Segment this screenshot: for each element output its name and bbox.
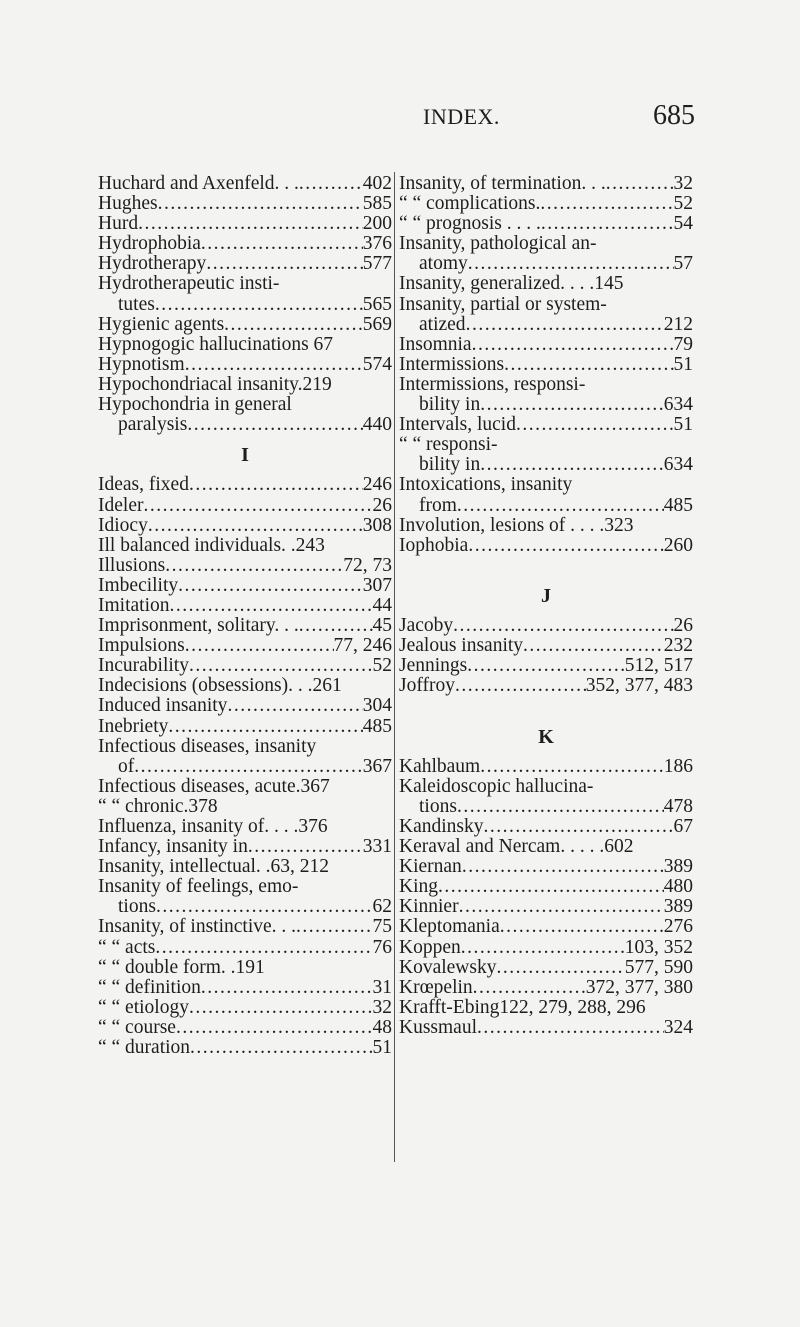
entry-term: Hurd <box>98 214 139 235</box>
entry-term: Intermissions <box>399 354 505 375</box>
index-entry <box>399 174 693 194</box>
index-entry <box>98 938 392 958</box>
entry-pages: 51 <box>673 354 693 375</box>
entry-pages: 79 <box>673 334 693 355</box>
entry-pages: 577 <box>362 254 392 275</box>
index-entry <box>399 496 693 516</box>
entry-pages: 51 <box>372 1038 392 1059</box>
dot-leader <box>299 174 363 194</box>
index-entry <box>98 395 392 415</box>
index-entry <box>98 415 392 435</box>
dot-leader <box>472 335 674 355</box>
index-entry <box>98 375 392 395</box>
entry-term: Hughes <box>98 194 158 215</box>
entry-pages: 52 <box>372 656 392 677</box>
entry-term: Kandinsky <box>399 817 484 837</box>
entry-term: “ “ etiology <box>98 997 189 1018</box>
index-entry <box>98 917 392 937</box>
entry-term: Ill balanced individuals. .243 <box>98 534 325 556</box>
index-entry <box>399 335 693 355</box>
index-entry <box>399 274 693 294</box>
index-entry <box>98 315 392 335</box>
dot-leader <box>540 194 673 214</box>
dot-leader <box>457 797 664 817</box>
entry-term: “ “ definition <box>98 977 201 998</box>
entry-term: Imprisonment, solitary. . . <box>98 616 299 637</box>
index-entry <box>98 234 392 254</box>
index-entry <box>98 516 392 536</box>
k-entries <box>399 757 693 1038</box>
dot-leader <box>189 656 373 676</box>
entry-term: Intermissions, responsi- <box>399 373 586 395</box>
entry-term: Insanity, generalized. . . .145 <box>399 273 624 295</box>
entry-term: Hypnogogic hallucinations 67 <box>98 333 334 355</box>
entry-pages: 304 <box>362 696 392 717</box>
dot-leader <box>299 616 373 636</box>
index-entry <box>399 676 693 696</box>
entry-pages: 308 <box>362 515 392 536</box>
entry-pages: 54 <box>673 214 693 235</box>
dot-leader <box>206 254 362 274</box>
entry-term: “ “ double form. .191 <box>98 956 265 978</box>
index-entry <box>98 958 392 978</box>
index-entry <box>98 817 392 837</box>
entry-term: atomy <box>419 254 468 275</box>
index-entry <box>98 254 392 274</box>
entry-term: paralysis <box>118 415 188 436</box>
entry-term: Influenza, insanity of. . . .376 <box>98 816 328 837</box>
entry-term: Joffroy <box>399 676 455 697</box>
index-entry <box>399 897 693 917</box>
entry-pages: 440 <box>362 415 392 436</box>
entry-pages: 26 <box>673 616 693 637</box>
entry-term: Krœpelin <box>399 977 473 998</box>
entry-term: Kleptomania <box>399 917 500 938</box>
index-entry <box>98 676 392 696</box>
index-entry <box>399 877 693 897</box>
entry-term: atized <box>419 314 466 335</box>
entry-term: Infectious diseases, insanity <box>98 735 317 757</box>
dot-leader <box>187 415 362 435</box>
entry-term: tutes <box>118 294 155 315</box>
entry-term: of <box>118 756 135 777</box>
entry-term: Infancy, insanity in <box>98 837 248 858</box>
index-entry <box>399 978 693 998</box>
index-entry <box>98 274 392 294</box>
entry-term: Kovalewsky <box>399 957 497 978</box>
entry-term: Kinnier <box>399 897 459 918</box>
entry-term: Insanity, partial or system- <box>399 293 607 315</box>
entry-term: Kiernan <box>399 857 462 878</box>
entry-pages: 232 <box>663 636 693 657</box>
dot-leader <box>155 938 372 958</box>
index-entry <box>98 295 392 315</box>
entry-pages: 352, 377, 483 <box>585 676 693 697</box>
entry-pages: 32 <box>372 997 392 1018</box>
index-entry <box>98 596 392 616</box>
dot-leader <box>462 857 664 877</box>
entry-term: Intoxications, insanity <box>399 474 573 496</box>
index-entry <box>399 395 693 415</box>
index-entry <box>98 214 392 234</box>
dot-leader <box>201 234 363 254</box>
entry-term: Idiocy <box>98 515 148 536</box>
index-entry <box>98 737 392 757</box>
index-entry <box>98 536 392 556</box>
entry-term: Intervals, lucid <box>399 415 516 436</box>
entry-term: tions <box>118 897 156 918</box>
dot-leader <box>477 1018 664 1038</box>
entry-pages: 32 <box>673 174 693 194</box>
index-entry <box>399 455 693 475</box>
entry-pages: 585 <box>362 194 392 215</box>
dot-leader <box>606 174 674 194</box>
entry-term: Involution, lesions of . . . .323 <box>399 514 634 536</box>
entry-pages: 485 <box>663 495 693 516</box>
index-entry <box>98 496 392 516</box>
dot-leader <box>158 194 363 214</box>
index-entry <box>98 335 392 355</box>
dot-leader <box>468 536 663 556</box>
entry-pages: 276 <box>663 917 693 938</box>
entry-pages: 565 <box>362 294 392 315</box>
entry-term: tions <box>419 796 457 817</box>
index-entry <box>98 1038 392 1058</box>
index-entry <box>98 978 392 998</box>
index-entry <box>399 516 693 536</box>
index-entry <box>399 777 693 797</box>
section-letter-i: I <box>241 444 249 467</box>
entry-pages: 478 <box>663 796 693 817</box>
dot-leader <box>453 616 673 636</box>
entry-term: Hygienic agents <box>98 314 225 335</box>
entry-term: Insanity, pathological an- <box>399 233 597 255</box>
index-entry <box>98 998 392 1018</box>
entry-pages: 72, 73 <box>343 555 392 576</box>
index-entry <box>399 315 693 335</box>
index-entry <box>399 435 693 455</box>
dot-leader <box>155 295 363 315</box>
entry-term: Insanity, of instinctive. . . <box>98 917 297 938</box>
index-entry <box>399 415 693 435</box>
dot-leader <box>138 214 363 234</box>
entry-pages: 67 <box>673 817 693 837</box>
entry-term: Induced insanity <box>98 696 228 717</box>
h-entries <box>98 174 392 435</box>
dot-leader <box>480 757 664 777</box>
entry-term: Kaleidoscopic hallucina- <box>399 775 594 797</box>
entry-term: Insomnia <box>399 334 472 355</box>
entry-term: Insanity, intellectual. .63, 212 <box>98 856 330 878</box>
dot-leader <box>459 897 664 917</box>
entry-term: Hydrophobia <box>98 234 201 255</box>
entry-term: Keraval and Nercam. . . . .602 <box>399 836 634 858</box>
dot-leader <box>189 475 363 495</box>
entry-pages: 26 <box>372 495 392 516</box>
entry-term: Jealous insanity <box>399 636 524 657</box>
index-entry <box>399 194 693 214</box>
entry-term: “ “ chronic.378 <box>98 795 218 817</box>
entry-term: King <box>399 877 438 898</box>
entry-term: Krafft-Ebing122, 279, 288, 296 <box>399 996 646 1018</box>
entry-pages: 186 <box>663 756 693 777</box>
i-entries-continued <box>399 174 693 556</box>
index-entry <box>98 757 392 777</box>
entry-pages: 62 <box>372 897 392 918</box>
index-entry <box>399 214 693 234</box>
index-entry <box>98 576 392 596</box>
index-entry <box>399 475 693 495</box>
entry-term: “ “ acts <box>98 937 156 958</box>
entry-term: Jacoby <box>399 616 454 637</box>
dot-leader <box>143 496 372 516</box>
entry-term: Kahlbaum <box>399 756 481 777</box>
dot-leader <box>480 395 664 415</box>
entry-pages: 512, 517 <box>624 656 693 677</box>
entry-pages: 307 <box>362 575 392 596</box>
entry-pages: 574 <box>362 354 392 375</box>
index-entry <box>98 897 392 917</box>
dot-leader <box>224 315 363 335</box>
index-entry <box>399 917 693 937</box>
entry-pages: 48 <box>372 1017 392 1038</box>
entry-term: “ “ responsi- <box>399 434 498 456</box>
dot-leader <box>178 576 363 596</box>
entry-term: Infectious diseases, acute.367 <box>98 775 330 797</box>
entry-pages: 212 <box>663 314 693 335</box>
dot-leader <box>541 214 674 234</box>
entry-term: Indecisions (obsessions). . .261 <box>98 675 342 697</box>
index-entry <box>399 857 693 877</box>
dot-leader <box>504 355 673 375</box>
entry-term: bility in <box>419 395 481 416</box>
entry-term: Illusions <box>98 555 166 576</box>
index-entry <box>399 837 693 857</box>
dot-leader <box>480 455 664 475</box>
index-entry <box>399 817 693 837</box>
index-entry <box>399 656 693 676</box>
entry-pages: 389 <box>663 857 693 878</box>
entry-term: Iophobia <box>399 535 469 556</box>
dot-leader <box>190 1038 372 1058</box>
entry-pages: 569 <box>362 314 392 335</box>
entry-term: Impulsions <box>98 636 185 657</box>
entry-pages: 331 <box>362 837 392 858</box>
dot-leader <box>468 254 674 274</box>
i-entries <box>98 475 392 1058</box>
section-letter-j: J <box>541 584 551 607</box>
entry-pages: 246 <box>362 475 392 496</box>
entry-pages: 200 <box>362 214 392 235</box>
index-entry <box>98 636 392 656</box>
entry-pages: 634 <box>663 455 693 476</box>
dot-leader <box>467 656 625 676</box>
entry-term: “ “ course <box>98 1017 176 1038</box>
index-entry <box>399 234 693 254</box>
left-column <box>98 174 392 1058</box>
entry-pages: 31 <box>372 977 392 998</box>
page-title: INDEX. <box>423 104 500 129</box>
dot-leader <box>455 676 586 696</box>
dot-leader <box>461 938 625 958</box>
entry-pages: 52 <box>673 194 693 215</box>
entry-pages: 103, 352 <box>624 937 693 958</box>
index-entry <box>98 656 392 676</box>
entry-term: “ “ prognosis . . . . <box>399 214 541 235</box>
index-entry <box>399 536 693 556</box>
entry-pages: 480 <box>663 877 693 898</box>
page-header <box>0 100 800 130</box>
index-entry <box>399 797 693 817</box>
index-entry <box>98 1018 392 1038</box>
dot-leader <box>496 958 624 978</box>
dot-leader <box>134 757 363 777</box>
column-divider <box>394 172 395 1162</box>
entry-pages: 402 <box>362 174 392 194</box>
index-entry <box>98 194 392 214</box>
dot-leader <box>484 817 674 837</box>
dot-leader <box>185 636 334 656</box>
dot-leader <box>248 837 363 857</box>
entry-pages: 260 <box>663 535 693 556</box>
entry-term: Incurability <box>98 656 189 677</box>
entry-pages: 51 <box>673 415 693 436</box>
entry-term: Jennings <box>399 656 468 677</box>
entry-pages: 376 <box>362 234 392 255</box>
dot-leader <box>457 496 664 516</box>
entry-term: bility in <box>419 455 481 476</box>
index-entry <box>98 797 392 817</box>
page-number: 685 <box>653 100 695 131</box>
entry-term: Imitation <box>98 595 170 616</box>
dot-leader <box>473 978 586 998</box>
entry-pages: 45 <box>372 616 392 637</box>
index-entry <box>98 696 392 716</box>
entry-term: Hydrotherapeutic insti- <box>98 273 280 295</box>
dot-leader <box>165 556 343 576</box>
dot-leader <box>168 717 362 737</box>
entry-term: Inebriety <box>98 716 169 737</box>
entry-pages: 324 <box>663 1017 693 1038</box>
index-entry <box>98 777 392 797</box>
index-entry <box>399 616 693 636</box>
entry-pages: 577, 590 <box>624 957 693 978</box>
entry-term: Hypnotism <box>98 354 185 375</box>
entry-term: Imbecility <box>98 575 179 596</box>
entry-pages: 372, 377, 380 <box>585 977 693 998</box>
index-entry <box>399 958 693 978</box>
entry-term: “ “ complications. <box>399 194 541 215</box>
index-entry <box>98 355 392 375</box>
index-entry <box>98 616 392 636</box>
entry-term: Huchard and Axenfeld. . . <box>98 174 299 194</box>
entry-pages: 57 <box>673 254 693 275</box>
index-entry <box>98 475 392 495</box>
section-letter-k: K <box>538 725 554 748</box>
j-entries <box>399 616 693 696</box>
index-entry <box>98 717 392 737</box>
entry-term: from <box>419 495 457 516</box>
index-entry <box>399 295 693 315</box>
dot-leader <box>523 636 664 656</box>
index-entry <box>399 998 693 1018</box>
index-entry <box>98 857 392 877</box>
index-entry <box>399 254 693 274</box>
entry-term: “ “ duration <box>98 1038 191 1059</box>
index-entry <box>399 355 693 375</box>
index-entry <box>399 757 693 777</box>
entry-term: Hydrotherapy <box>98 254 207 275</box>
index-entry <box>399 375 693 395</box>
dot-leader <box>227 696 362 716</box>
entry-pages: 485 <box>362 716 392 737</box>
dot-leader <box>201 978 373 998</box>
dot-leader <box>170 596 373 616</box>
entry-term: Hypochondria in general <box>98 394 292 416</box>
dot-leader <box>156 897 373 917</box>
entry-pages: 389 <box>663 897 693 918</box>
entry-term: Koppen <box>399 937 461 958</box>
entry-term: Insanity, of termination. . . <box>399 174 606 194</box>
entry-term: Kussmaul <box>399 1017 477 1038</box>
entry-term: Ideler <box>98 495 144 516</box>
dot-leader <box>189 998 373 1018</box>
index-entry <box>399 938 693 958</box>
dot-leader <box>185 355 363 375</box>
entry-pages: 634 <box>663 395 693 416</box>
dot-leader <box>466 315 664 335</box>
index-entry <box>98 556 392 576</box>
entry-pages: 75 <box>372 917 392 938</box>
index-entry <box>399 636 693 656</box>
index-entry <box>98 877 392 897</box>
right-column <box>399 174 693 1038</box>
entry-term: Insanity of feelings, emo- <box>98 876 299 898</box>
entry-pages: 367 <box>362 756 392 777</box>
entry-pages: 77, 246 <box>333 636 392 657</box>
dot-leader <box>438 877 664 897</box>
entry-term: Hypochondriacal insanity.219 <box>98 373 332 395</box>
entry-pages: 76 <box>372 937 392 958</box>
entry-pages: 44 <box>372 595 392 616</box>
dot-leader <box>148 516 363 536</box>
index-entry <box>98 174 392 194</box>
index-entry <box>98 837 392 857</box>
dot-leader <box>500 917 664 937</box>
dot-leader <box>176 1018 373 1038</box>
index-entry <box>399 1018 693 1038</box>
entry-term: Ideas, fixed <box>98 475 189 496</box>
dot-leader <box>296 917 372 937</box>
dot-leader <box>516 415 674 435</box>
